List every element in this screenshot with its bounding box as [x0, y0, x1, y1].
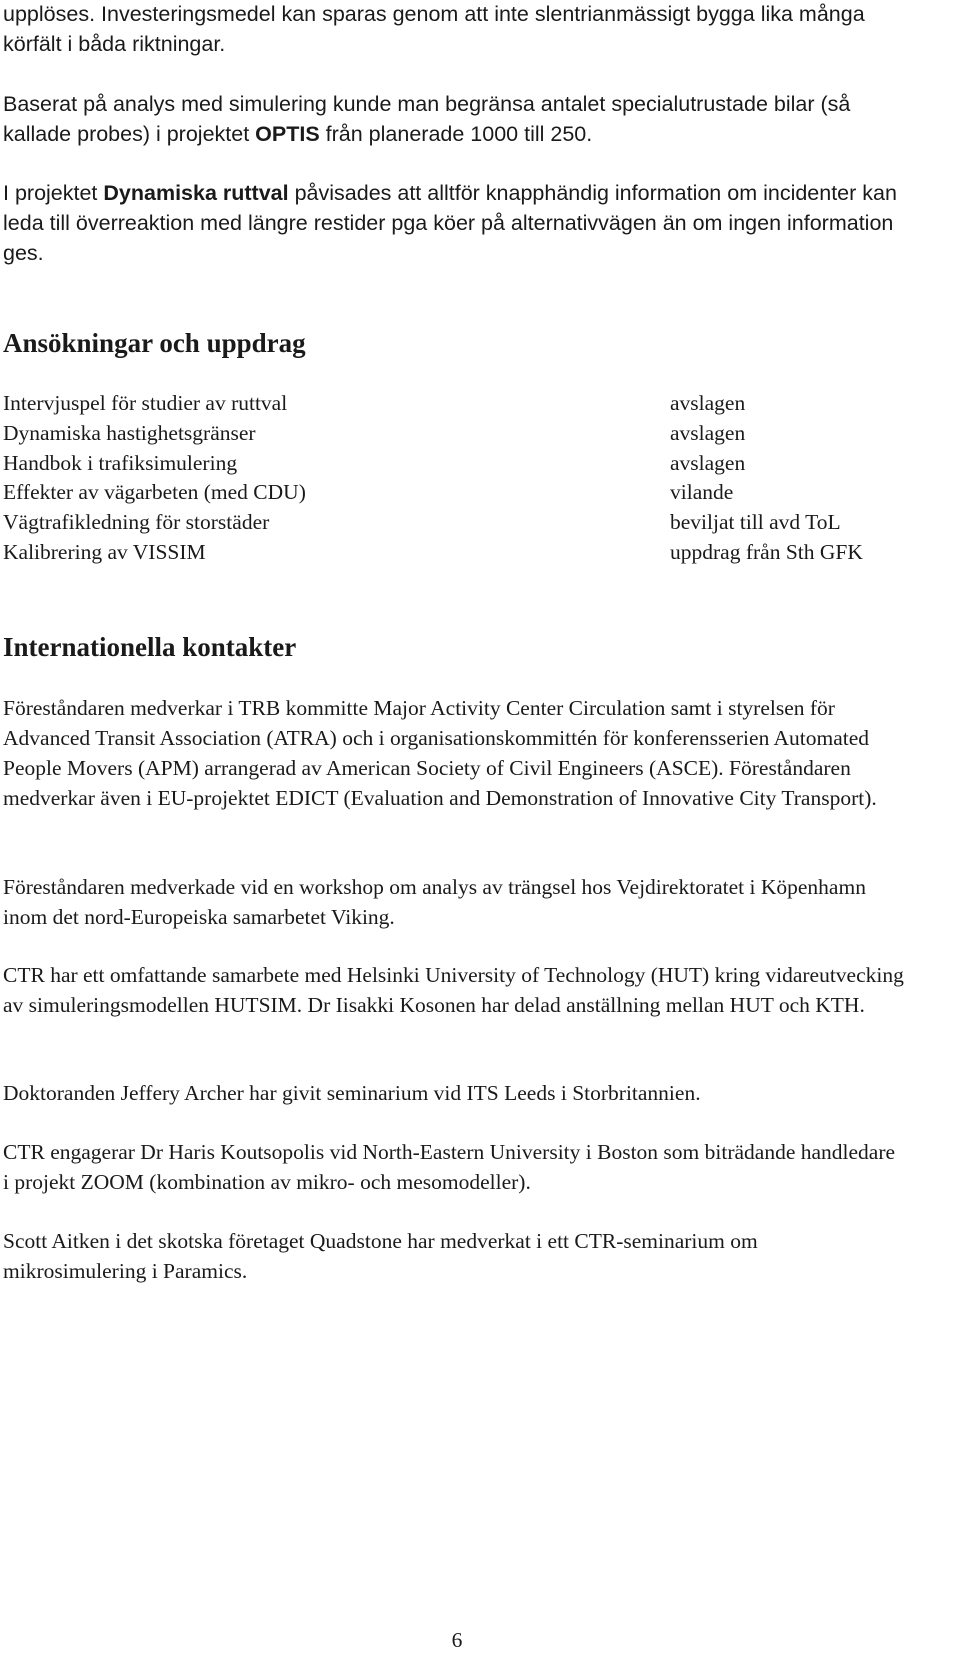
page-number: 6 [451, 1628, 463, 1652]
optis-project-name: OPTIS [255, 122, 320, 146]
intro-paragraph: upplöses. Investeringsmedel kan sparas genom att inte slentrianmässigt bygga lika många körfält i båda riktningar. [3, 2, 865, 56]
application-status: beviljat till avd ToL [670, 510, 841, 535]
application-row [3, 419, 943, 449]
application-status: avslagen [670, 420, 746, 445]
application-status: avslagen [670, 450, 746, 475]
application-row [3, 508, 943, 538]
application-name: Kalibrering av VISSIM [3, 539, 206, 564]
dynamiska-text-after: påvisades att alltför knapphändig information om incidenter kan leda till överreaktion med längre restider pga köer på alternativvägen än om ingen information ges. [3, 181, 897, 265]
contacts-paragraph: Doktoranden Jeffery Archer har givit seminarium vid ITS Leeds i Storbritannien. [3, 1081, 701, 1105]
dynamiska-paragraph [3, 178, 903, 268]
dynamiska-project-name: Dynamiska ruttval [103, 181, 289, 205]
contacts-paragraph: CTR har ett omfattande samarbete med Helsinki University of Technology (HUT) kring vidareutvecking av simuleringsmodellen HUTSIM. Dr Iisakki Kosonen har delad anställning mellan HUT och KTH. [3, 963, 904, 1017]
application-row [3, 478, 943, 508]
applications-heading: Ansökningar och uppdrag [3, 328, 306, 358]
optis-text-before: Baserat på analys med simulering kunde man begränsa antalet specialutrustade bilar (så kallade probes) i projektet [3, 92, 851, 146]
applications-list [3, 389, 943, 568]
application-row [3, 538, 943, 568]
application-name: Vägtrafikledning för storstäder [3, 510, 270, 535]
application-status: avslagen [670, 391, 746, 415]
application-status: uppdrag från Sth GFK [670, 539, 863, 564]
contacts-heading: Internationella kontakter [3, 632, 297, 662]
contacts-paragraph: Föreståndaren medverkar i TRB kommitte Major Activity Center Circulation samt i styrelsen för Advanced Transit Association (ATRA) och i organisationskommittén för konferensserien Automated People Movers (APM) arrangerad av American Society of Civil Engineers (ASCE). Föreståndaren medverkar även i EU-projektet EDICT (Evaluation and Demonstration of Innovative City Transport). [3, 696, 877, 810]
contacts-paragraph: Scott Aitken i det skotska företaget Quadstone har medverkat i ett CTR-seminarium om mikrosimulering i Paramics. [3, 1229, 758, 1283]
contacts-paragraph: Föreståndaren medverkade vid en workshop om analys av trängsel hos Vejdirektoratet i Köpenhamn inom det nord-Europeiska samarbetet Viking. [3, 875, 866, 929]
application-row [3, 449, 943, 479]
optis-text-after: från planerade 1000 till 250. [319, 122, 593, 146]
dynamiska-text-before: I projektet [3, 181, 104, 205]
application-name: Handbok i trafiksimulering [3, 450, 238, 475]
application-status: vilande [670, 480, 734, 505]
optis-paragraph [3, 89, 903, 149]
application-name: Dynamiska hastighetsgränser [3, 420, 256, 445]
application-row [3, 389, 943, 419]
application-name: Effekter av vägarbeten (med CDU) [3, 480, 306, 505]
application-name: Intervjuspel för studier av ruttval [3, 391, 288, 415]
contacts-paragraph: CTR engagerar Dr Haris Koutsopolis vid North-Eastern University i Boston som biträdande handledare i projekt ZOOM (kombination av mikro- och mesomodeller). [3, 1140, 896, 1194]
